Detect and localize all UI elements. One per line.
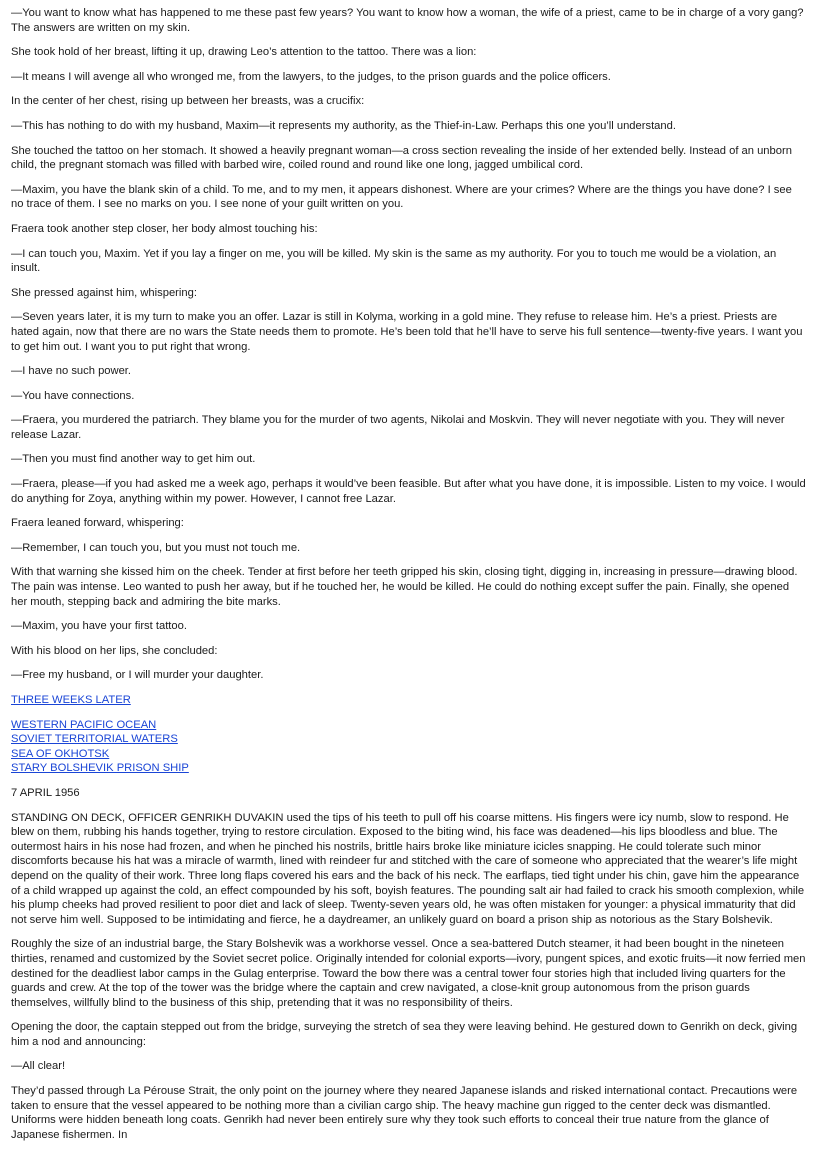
dialogue-paragraph: —It means I will avenge all who wronged me, from the lawyers, to the judges, to the prison guards and the police officers. [11,70,611,83]
dialogue-paragraph: —You have connections. [11,389,135,402]
dialogue-paragraph: —Remember, I can touch you, but you must not touch me. [11,541,301,554]
dialogue-paragraph: —Maxim, you have your first tattoo. [11,620,187,633]
location-heading-block [11,718,807,776]
dialogue-paragraph: —Then you must find another way to get him out. [11,453,256,466]
dialogue-paragraph: Fraera leaned forward, whispering: [11,517,184,530]
narrative-section [11,811,807,1143]
narrative-paragraph: STANDING ON DECK, OFFICER GENRIKH DUVAKIN used the tips of his teeth to pull off his coarse mittens. His fingers were icy numb, slow to respond. He blew on them, rubbing his hands together, trying to restore circulation. Exposed to the biting wind, his face was deadened—his lips bloodless and blue. The outermost hairs in his nose had frozen, and when he pinched his nostrils, brittle hairs broke like miniature icicles snapping. He could tolerate such minor discomforts because his hat was a miracle of warmth, lined with reindeer fur and stitched with the care of someone who appreciated that the wearer’s life might depend on the quality of their work. Three long flaps covered his ears and the back of his neck. The earflaps, tied tight under his chin, gave him the appearance of a child wrapped up against the cold, an effect compounded by his soft, boyish features. The pounding salt air had failed to crack his smooth complexion, while his plump cheeks had proved resilient to poor diet and lack of sleep. Twenty-seven years old, he was often mistaken for younger: a physical immaturity that did not serve him well. Supposed to be intimidating and fierce, he a daydreamer, an unlikely guard on board a prison ship as notorious as the Stary Bolshevik. [11,811,805,926]
dialogue-paragraph: —Fraera, you murdered the patriarch. They blame you for the murder of two agents, Nikolai and Moskvin. They will never negotiate with you. They will never release Lazar. [11,414,785,441]
location-link-western-pacific[interactable]: WESTERN PACIFIC OCEAN [11,718,157,731]
dialogue-paragraph: She touched the tattoo on her stomach. It showed a heavily pregnant woman—a cross section revealing the inside of her extended belly. Instead of an unborn child, the pregnant stomach was filled with barbed wire, coiled round and round like one long, jagged umbilical cord. [11,144,792,172]
dialogue-paragraph: With that warning she kissed him on the cheek. Tender at first before her teeth gripped his skin, closing tight, digging in, increasing in pressure—drawing blood. The pain was intense. Leo wanted to push her away, but if he touched her, he would be killed. He could do nothing except suffer the pain. Finally, she opened her mouth, stepping back and admiring the bite marks. [11,566,798,608]
dialogue-paragraph: She pressed against him, whispering: [11,286,197,299]
dialogue-paragraph: —This has nothing to do with my husband, Maxim—it represents my authority, as the Thief-in-Law. Perhaps this one you’ll understand. [11,119,676,132]
date-line: 7 APRIL 1956 [11,786,80,799]
three-weeks-later-link[interactable]: THREE WEEKS LATER [11,694,131,706]
location-link-sea-of-okhotsk[interactable]: SEA OF OKHOTSK [11,747,110,760]
dialogue-paragraph: —You want to know what has happened to me these past few years? You want to know how a woman, the wife of a priest, came to be in charge of a vory gang? The answers are written on my skin. [11,7,804,34]
narrative-paragraph: Roughly the size of an industrial barge, the Stary Bolshevik was a workhorse vessel. Once a sea-battered Dutch steamer, it had been bought in the nineteen thirties, renamed and customized by the Soviet secret police. Originally intended for colonial exports—ivory, pungent spices, and exotic fruits—it now ferried men destined for the deadliest labor camps in the Gulag enterprise. Toward the bow there was a central tower four stories high that included living quarters for the guards and crew. At the top of the tower was the bridge where the captain and crew navigated, a close-knit group autonomous from the prison guards themselves, willfully blind to the business of this ship, pretending that it was no responsibility of theirs. [11,938,806,1009]
dialogue-paragraph: In the center of her chest, rising up between her breasts, was a crucifix: [11,95,365,108]
dialogue-paragraph: She took hold of her breast, lifting it up, drawing Leo’s attention to the tattoo. There was a lion: [11,46,477,59]
dialogue-paragraph: With his blood on her lips, she concluded: [11,644,218,657]
dialogue-paragraph: —Free my husband, or I will murder your daughter. [11,669,264,682]
location-link-soviet-waters[interactable]: SOVIET TERRITORIAL WATERS [11,733,178,746]
narrative-paragraph: —All clear! [11,1060,66,1073]
dialogue-paragraph: —Maxim, you have the blank skin of a child. To me, and to my men, it appears dishonest. Where are your crimes? Where are the things you have done? I see no trace of them. I see no marks on you. I see none of your guilt written on you. [11,183,792,211]
dialogue-paragraph: Fraera took another step closer, her body almost touching his: [11,222,318,235]
document-page [11,6,807,1152]
dialogue-paragraph: —I have no such power. [11,365,132,378]
narrative-paragraph: Opening the door, the captain stepped out from the bridge, surveying the stretch of sea they were leaving behind. He gestured down to Genrikh on deck, giving him a nod and announcing: [11,1021,798,1048]
dialogue-paragraph: —Fraera, please—if you had asked me a week ago, perhaps it would’ve been feasible. But after what you have done, it is impossible. Listen to my voice. I would do anything for Zoya, anything within my power. However, I cannot free Lazar. [11,478,806,505]
dialogue-paragraph: —Seven years later, it is my turn to make you an offer. Lazar is still in Kolyma, working in a gold mine. They refuse to release him. He’s a priest. Priests are hated again, now that there are no wars the State needs them to promote. He’s been told that he’ll have to serve his full sentence—twenty-five years. I want you to get him out. I want you to put right that wrong. [11,311,803,353]
dialogue-paragraph: —I can touch you, Maxim. Yet if you lay a finger on me, you will be killed. My skin is the same as my authority. For you to touch me would be a violation, an insult. [11,247,777,275]
location-link-prison-ship[interactable]: STARY BOLSHEVIK PRISON SHIP [11,762,189,775]
section-heading [11,693,807,708]
dialogue-section [11,6,807,683]
narrative-paragraph: They’d passed through La Pérouse Strait, the only point on the journey where they neared Japanese islands and risked international contact. Precautions were taken to ensure that the vessel appeared to be nothing more than a civilian cargo ship. The heavy machine gun rigged to the center deck was dismantled. Uniforms were hidden beneath long coats. Genrikh had never been entirely sure why they took such efforts to conceal their true nature from the glance of Japanese fishermen. In [11,1085,798,1141]
